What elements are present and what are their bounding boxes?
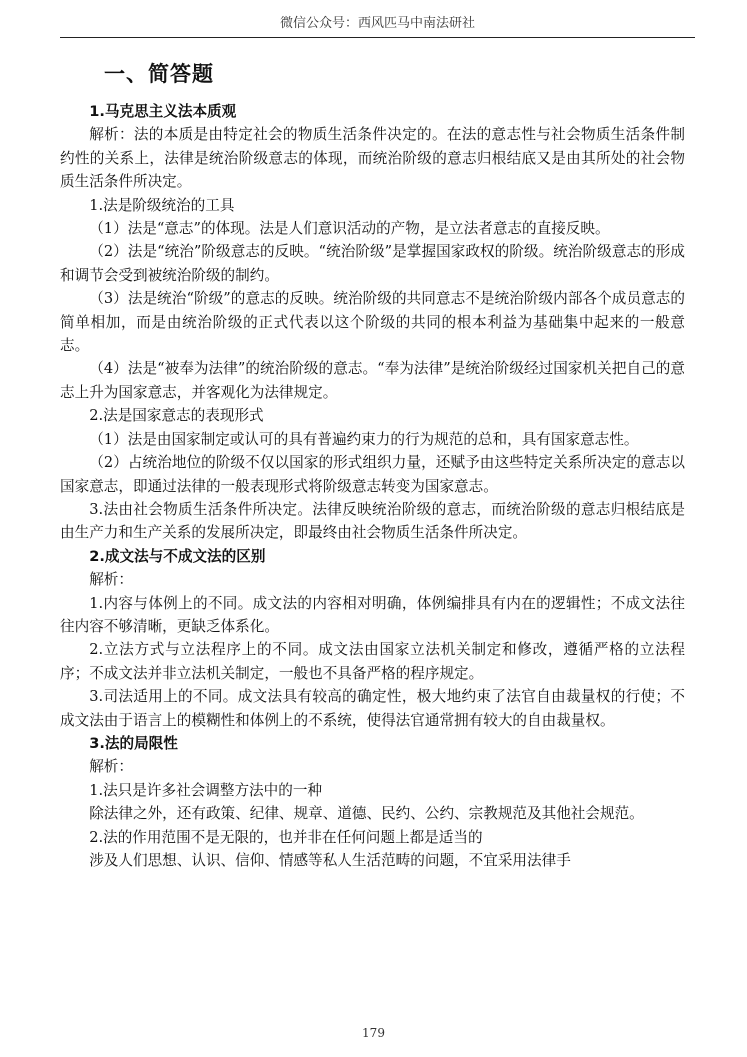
paragraph: 1.内容与体例上的不同。成文法的内容相对明确，体例编排具有内在的逻辑性；不成文法往往内容不够清晰，更缺乏体系化。 xyxy=(60,594,685,635)
paragraph: （3）法是统治“阶级”的意志的反映。统治阶级的共同意志不是统治阶级内部各个成员意志的简单相加，而是由统治阶级的正式代表以这个阶级的共同的根本利益为基础集中起来的一般意志。 xyxy=(60,290,685,355)
paragraph: 3.法由社会物质生活条件所决定。法律反映统治阶级的意志，而统治阶级的意志归根结底是由生产力和生产关系的发展所决定，即最终由社会物质生活条件所决定。 xyxy=(60,500,685,542)
paragraph: 2.法的作用范围不是无限的，也并非在任何问题上都是适当的 xyxy=(89,828,483,846)
document-body xyxy=(60,100,685,872)
section-title: 一、简答题 xyxy=(104,62,214,86)
paragraph: （2）法是“统治”阶级意志的反映。“统治阶级”是掌握国家政权的阶级。统治阶级意志的形成和调节会受到被统治阶级的制约。 xyxy=(60,243,685,284)
paragraph: 2.法是国家意志的表现形式 xyxy=(89,407,264,425)
page-number: 179 xyxy=(362,1026,385,1040)
question-heading: 2.成文法与不成文法的区别 xyxy=(89,547,266,565)
question-heading: 3.法的局限性 xyxy=(89,734,178,752)
paragraph: （4）法是“被奉为法律”的统治阶级的意志。“奉为法律”是统治阶级经过国家机关把自己的意志上升为国家意志，并客观化为法律规定。 xyxy=(60,360,685,401)
paragraph: 3.司法适用上的不同。成文法具有较高的确定性，极大地约束了法官自由裁量权的行使；不成文法由于语言上的模糊性和体例上的不系统，使得法官通常拥有较大的自由裁量权。 xyxy=(60,688,685,729)
paragraph: 解析： xyxy=(89,571,133,589)
paragraph: 涉及人们思想、认识、信仰、情感等私人生活范畴的问题，不宜采用法律手 xyxy=(89,852,571,869)
paragraph: （2）占统治地位的阶级不仅以国家的形式组织力量，还赋予由这些特定关系所决定的意志以国家意志，即通过法律的一般表现形式将阶级意志转变为国家意志。 xyxy=(60,454,685,495)
paragraph: 除法律之外，还有政策、纪律、规章、道德、民约、公约、宗教规范及其他社会规范。 xyxy=(89,805,644,823)
paragraph: 1.法只是许多社会调整方法中的一种 xyxy=(89,781,323,799)
paragraph: 解析：法的本质是由特定社会的物质生活条件决定的。在法的意志性与社会物质生活条件制约性的关系上，法律是统治阶级意志的体现，而统治阶级的意志归根结底又是由其所处的社会物质生活条件所决定。 xyxy=(60,126,685,191)
paragraph: （1）法是“意志”的体现。法是人们意识活动的产物，是立法者意志的直接反映。 xyxy=(89,220,610,238)
paragraph: 解析： xyxy=(89,758,133,776)
paragraph: 1.法是阶级统治的工具 xyxy=(89,196,235,214)
question-heading: 1.马克思主义法本质观 xyxy=(89,103,237,120)
page-header: 微信公众号：西风匹马中南法研社 xyxy=(60,12,695,38)
paragraph: （1）法是由国家制定或认可的具有普遍约束力的行为规范的总和，具有国家意志性。 xyxy=(89,430,639,448)
paragraph: 2.立法方式与立法程序上的不同。成文法由国家立法机关制定和修改，遵循严格的立法程序；不成文法并非立法机关制定，一般也不具备严格的程序规定。 xyxy=(60,641,685,682)
